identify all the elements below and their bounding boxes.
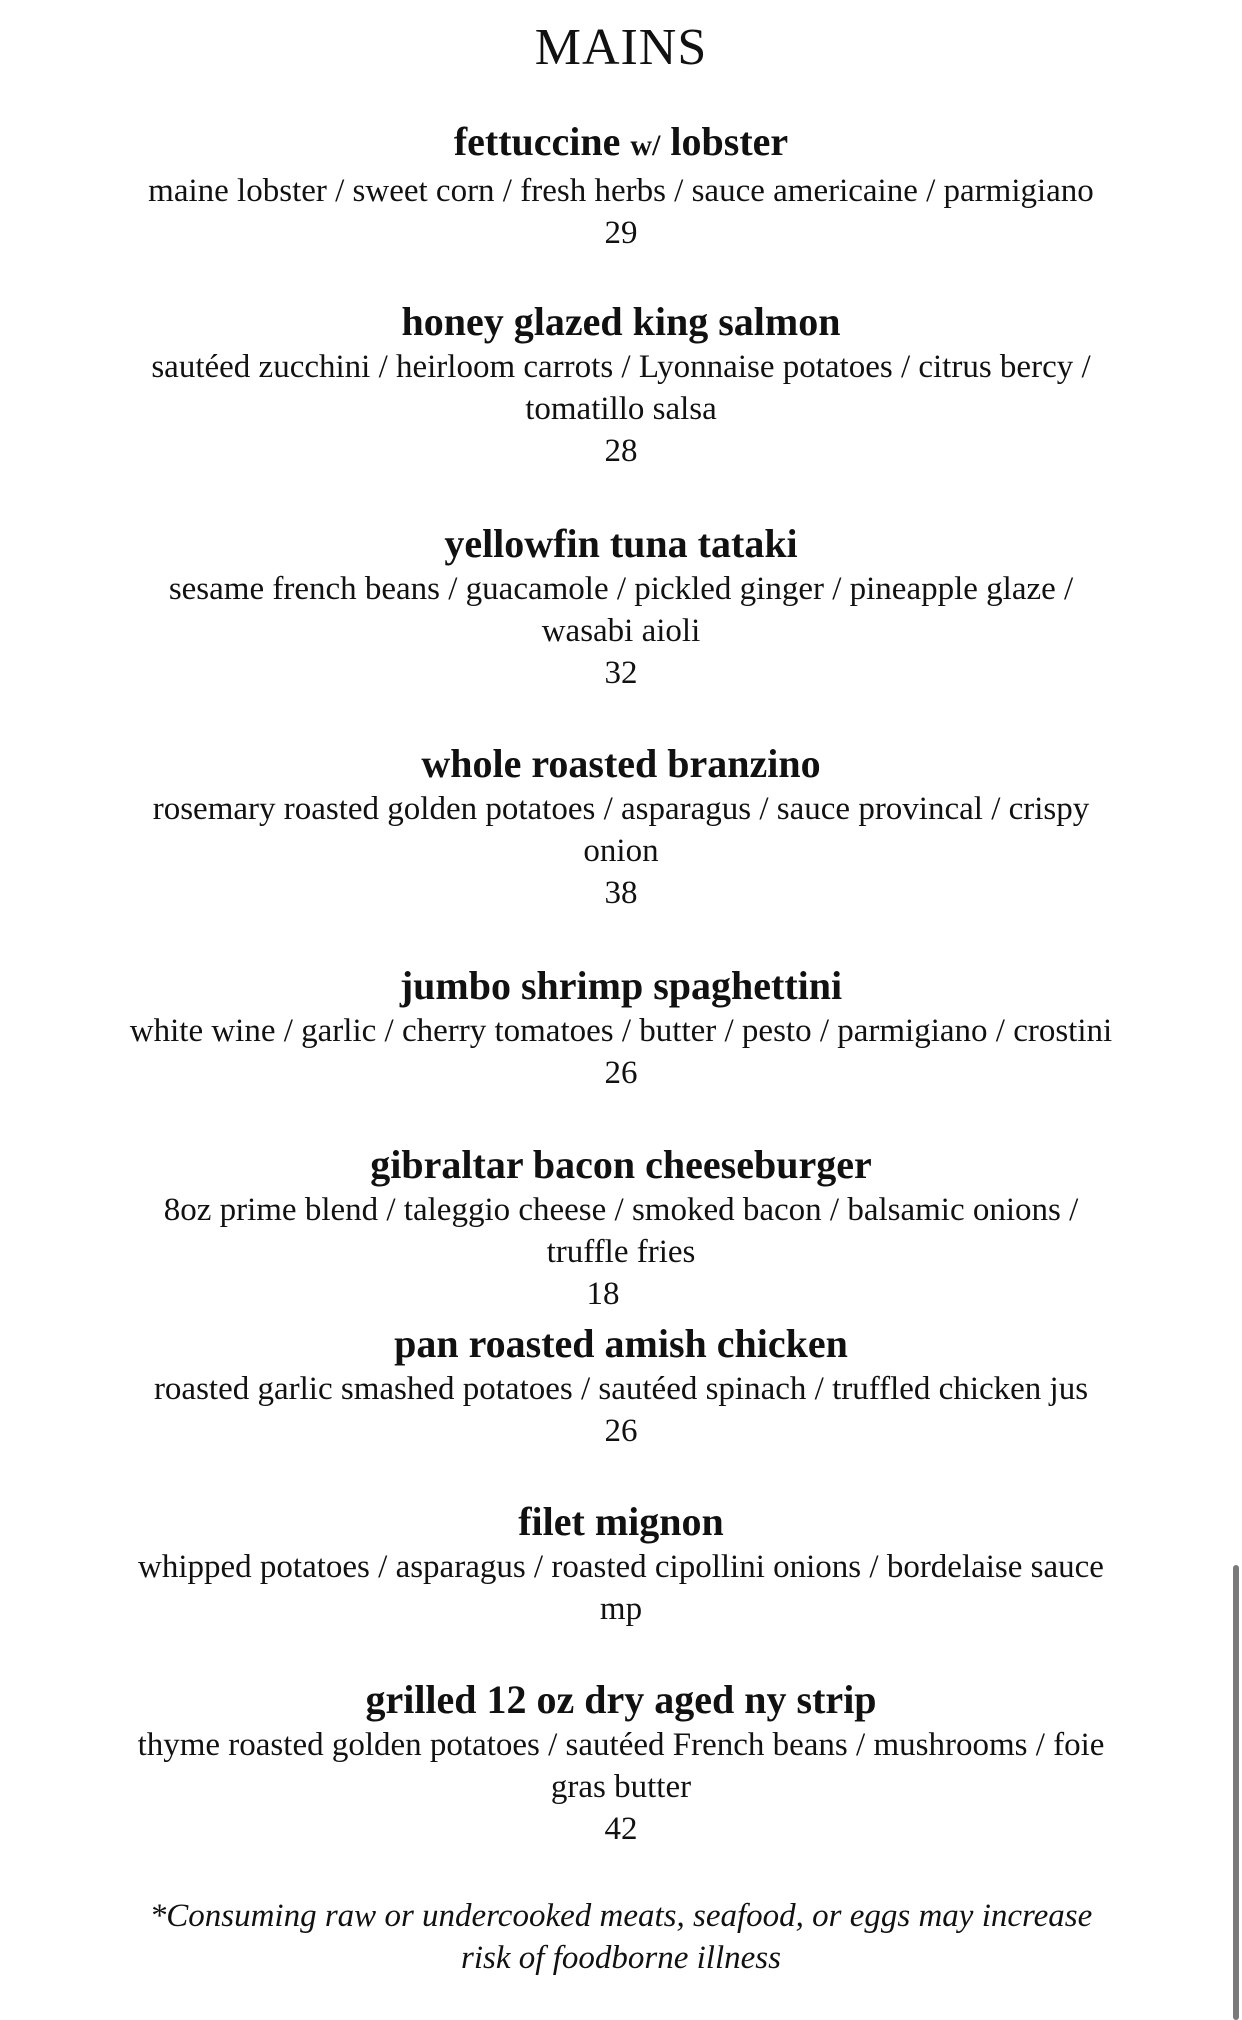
scrollbar[interactable] <box>1230 1565 1242 2020</box>
menu-item-chicken <box>0 1320 1242 1452</box>
dish-description-line2: truffle fries <box>546 1234 696 1270</box>
dish-description: maine lobster / sweet corn / fresh herbs / sauce americaine / parmigiano <box>148 173 1094 209</box>
dish-description: whipped potatoes / asparagus / roasted cipollini onions / bordelaise sauce <box>138 1549 1104 1585</box>
dish-name-rest: lobster <box>670 119 789 164</box>
dish-name: pan roasted amish chicken <box>394 1321 848 1366</box>
menu-item-ny-strip <box>0 1676 1242 1850</box>
menu-item-cheeseburger <box>0 1141 1242 1315</box>
dish-description: roasted garlic smashed potatoes / sautéed spinach / truffled chicken jus <box>153 1371 1089 1407</box>
dish-price: 18 <box>586 1276 620 1312</box>
dish-name: honey glazed king salmon <box>401 299 841 344</box>
dish-price: 38 <box>604 875 638 911</box>
disclaimer-line1: *Consuming raw or undercooked meats, seafood, or eggs may increase <box>149 1898 1093 1934</box>
dish-description-line2: gras butter <box>550 1769 692 1805</box>
dish-price: 26 <box>604 1055 638 1091</box>
dish-name: jumbo shrimp spaghettini <box>399 963 843 1008</box>
dish-price: 32 <box>604 655 638 691</box>
dish-description-line1: thyme roasted golden potatoes / sautéed French beans / mushrooms / foie <box>137 1727 1105 1763</box>
dish-price: 28 <box>604 433 638 469</box>
menu-item-branzino <box>0 740 1242 914</box>
dish-description-line2: onion <box>583 833 659 869</box>
menu-item-tuna <box>0 520 1242 694</box>
dish-description-line1: 8oz prime blend / taleggio cheese / smoked bacon / balsamic onions / <box>163 1192 1079 1228</box>
section-title: MAINS <box>534 19 708 76</box>
dish-description-line2: tomatillo salsa <box>525 391 717 427</box>
dish-description-line2: wasabi aioli <box>541 613 701 649</box>
dish-price: 29 <box>604 215 638 251</box>
dish-price: 42 <box>604 1811 638 1847</box>
dish-description-line1: sesame french beans / guacamole / pickled ginger / pineapple glaze / <box>168 571 1074 607</box>
menu-item-salmon <box>0 298 1242 472</box>
scrollbar-thumb[interactable] <box>1233 1565 1239 2020</box>
dish-description-line1: rosemary roasted golden potatoes / asparagus / sauce provincal / crispy <box>152 791 1090 827</box>
dish-name: yellowfin tuna tataki <box>444 521 798 566</box>
dish-name: gibraltar bacon cheeseburger <box>370 1142 872 1187</box>
menu-item-fettuccine <box>0 118 1242 254</box>
disclaimer-line2: risk of foodborne illness <box>461 1940 781 1976</box>
food-safety-disclaimer <box>0 1895 1242 1979</box>
dish-price: 26 <box>604 1413 638 1449</box>
menu-item-shrimp <box>0 962 1242 1094</box>
dish-price: mp <box>599 1591 643 1627</box>
dish-description: white wine / garlic / cherry tomatoes / butter / pesto / parmigiano / crostini <box>129 1013 1113 1049</box>
dish-name: grilled 12 oz dry aged ny strip <box>365 1677 877 1722</box>
dish-name <box>0 118 1242 170</box>
dish-name: whole roasted branzino <box>421 741 821 786</box>
dish-name: filet mignon <box>518 1499 724 1544</box>
dish-description-line1: sautéed zucchini / heirloom carrots / Lyonnaise potatoes / citrus bercy / <box>151 349 1091 385</box>
menu-item-filet <box>0 1498 1242 1630</box>
dish-name-small: w/ <box>630 129 661 162</box>
dish-name-main: fettuccine <box>453 119 621 164</box>
